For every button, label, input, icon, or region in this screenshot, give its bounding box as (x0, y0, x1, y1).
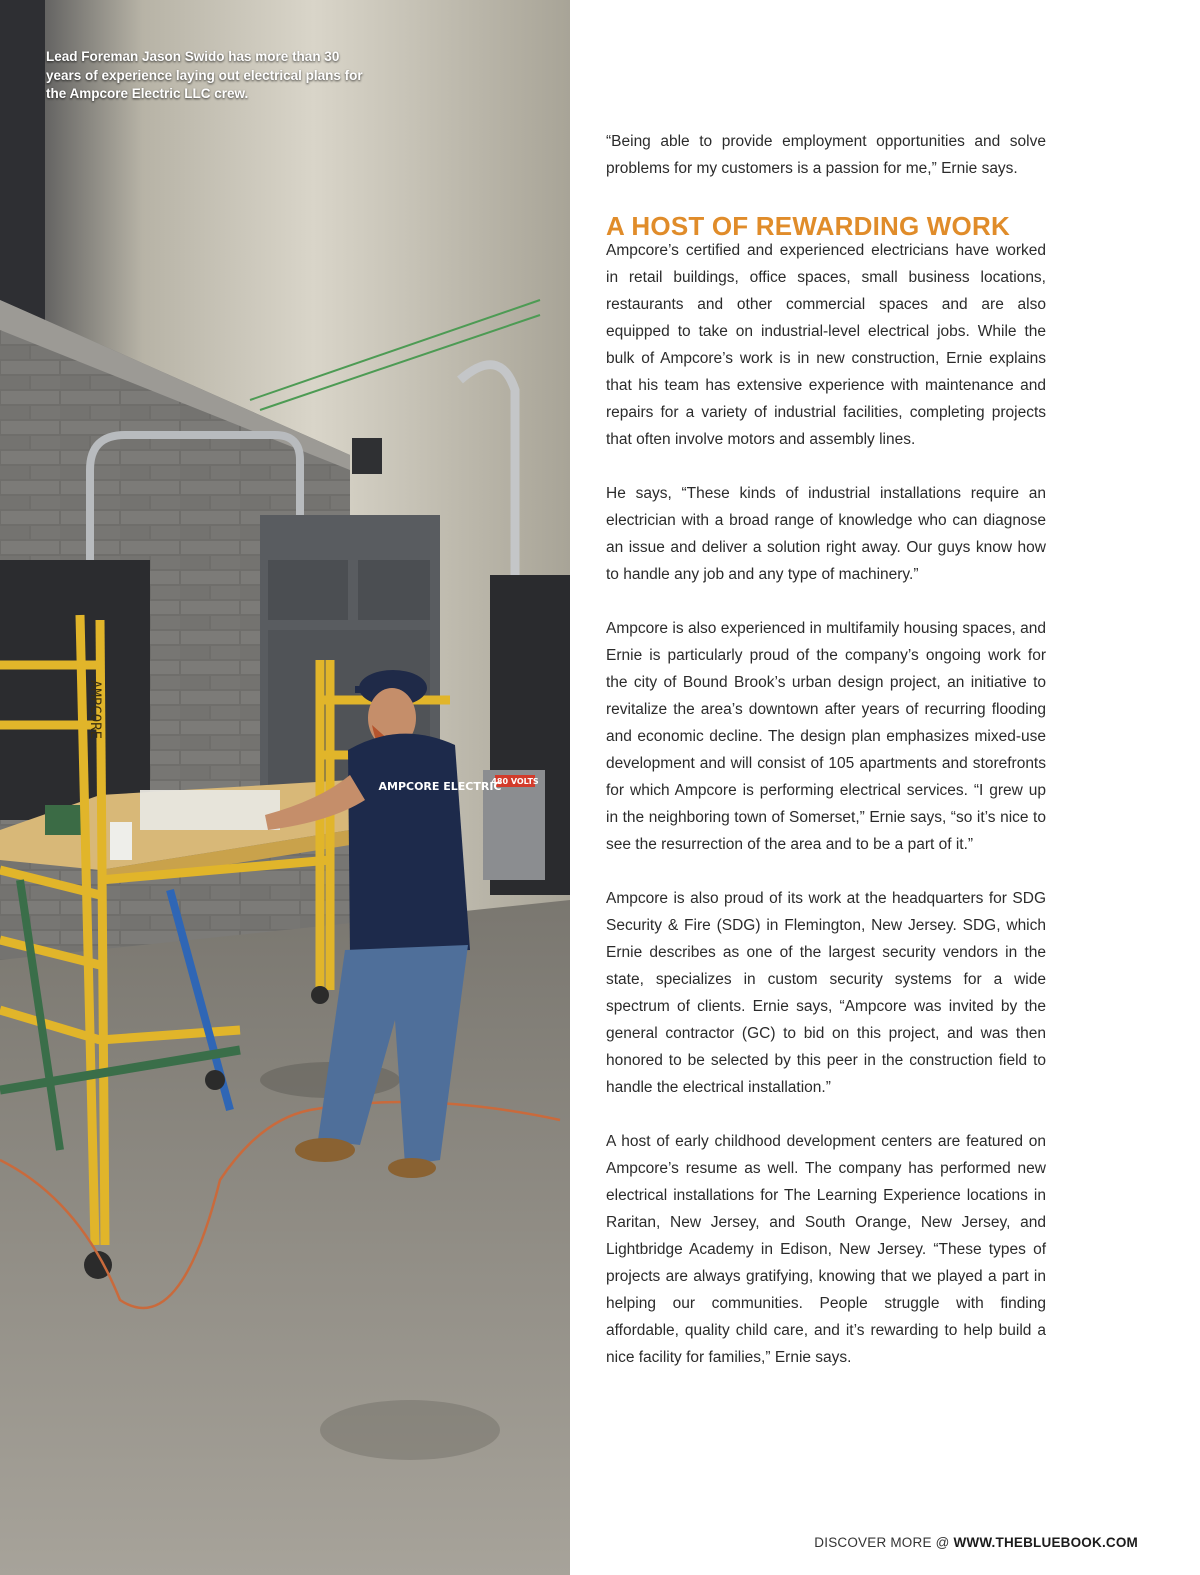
navy-shirt (348, 734, 470, 955)
dark-corner (0, 0, 45, 320)
section-heading: A HOST OF REWARDING WORK (606, 211, 1010, 241)
footer-prefix: DISCOVER MORE @ (814, 1535, 954, 1550)
intro-quote: “Being able to provide employment opportunities and solve problems for my customers is a passion for me,” Ernie says. (606, 133, 1046, 177)
footer-url-link[interactable]: WWW.THEBLUEBOOK.COM (953, 1535, 1138, 1550)
paragraph-sdg-security: Ampcore is also proud of its work at the headquarters for SDG Security & Fire (SDG) in Flemington, New Jersey. SDG, which Ernie describes as one of the largest security vendors in the state, specializes in custom security systems for a wide spectrum of clients. Ernie says, “Ampcore was invited by the general contractor (GC) to bid on this project, and was then honored to be selected by this peer in the construction field to handle the electrical installation.” (606, 890, 1046, 1096)
blueprint (140, 790, 280, 830)
article-photo (0, 0, 570, 1575)
paragraph-childhood-centers: A host of early childhood development centers are featured on Ampcore’s resume as well. The company has performed new electrical installations for The Learning Experience locations in Raritan, New Jersey, and South Orange, New Jersey, and Lightbridge Academy in Edison, New Jersey. “These types of projects are always gratifying, knowing that we played a part in helping our communities. People struggle with finding affordable, quality child care, and it’s rewarding to help build a nice facility for families,” Ernie says. (606, 1133, 1046, 1366)
panel-voltage-label: 480 VOLTS (491, 777, 539, 786)
paragraph-commercial-industrial: Ampcore’s certified and experienced electricians have worked in retail buildings, office spaces, small business locations, restaurants and other commercial spaces and are also equipped to take on industrial-level electrical jobs. While the bulk of Ampcore’s work is in new construction, Ernie explains that his team has extensive experience with maintenance and repairs for a variety of industrial facilities, completing projects that often involve motors and assembly lines. (606, 242, 1046, 448)
page-footer (814, 1535, 1138, 1550)
shirt-logo: AMPCORE ELECTRIC (378, 780, 502, 793)
paragraph-multifamily: Ampcore is also experienced in multifamily housing spaces, and Ernie is particularly proud of the company’s ongoing work for the city of Bound Brook’s urban design project, an initiative to revitalize the area’s downtown after years of recurring flooding and economic decline. The design plan emphasizes mixed-use development and will consist of 105 apartments and storefronts for which Ampcore is performing electrical services. “I grew up in the neighboring town of Somerset,” Ernie says, “so it’s nice to see the resurrection of the area and to be a part of it.” (606, 620, 1046, 853)
paragraph-industrial-quote: He says, “These kinds of industrial installations require an electrician with a broad range of knowledge who can diagnose an issue and deliver a solution right away. Our guys know how to handle any job and any type of machinery.” (606, 485, 1046, 583)
scaffold-marking: AMPCORE (87, 680, 103, 740)
article-body (606, 128, 1046, 1398)
photo-caption: Lead Foreman Jason Swido has more than 30 years of experience laying out electrical plans for the Ampcore Electric LLC crew. (46, 49, 363, 101)
photo-illustration (0, 0, 570, 1575)
